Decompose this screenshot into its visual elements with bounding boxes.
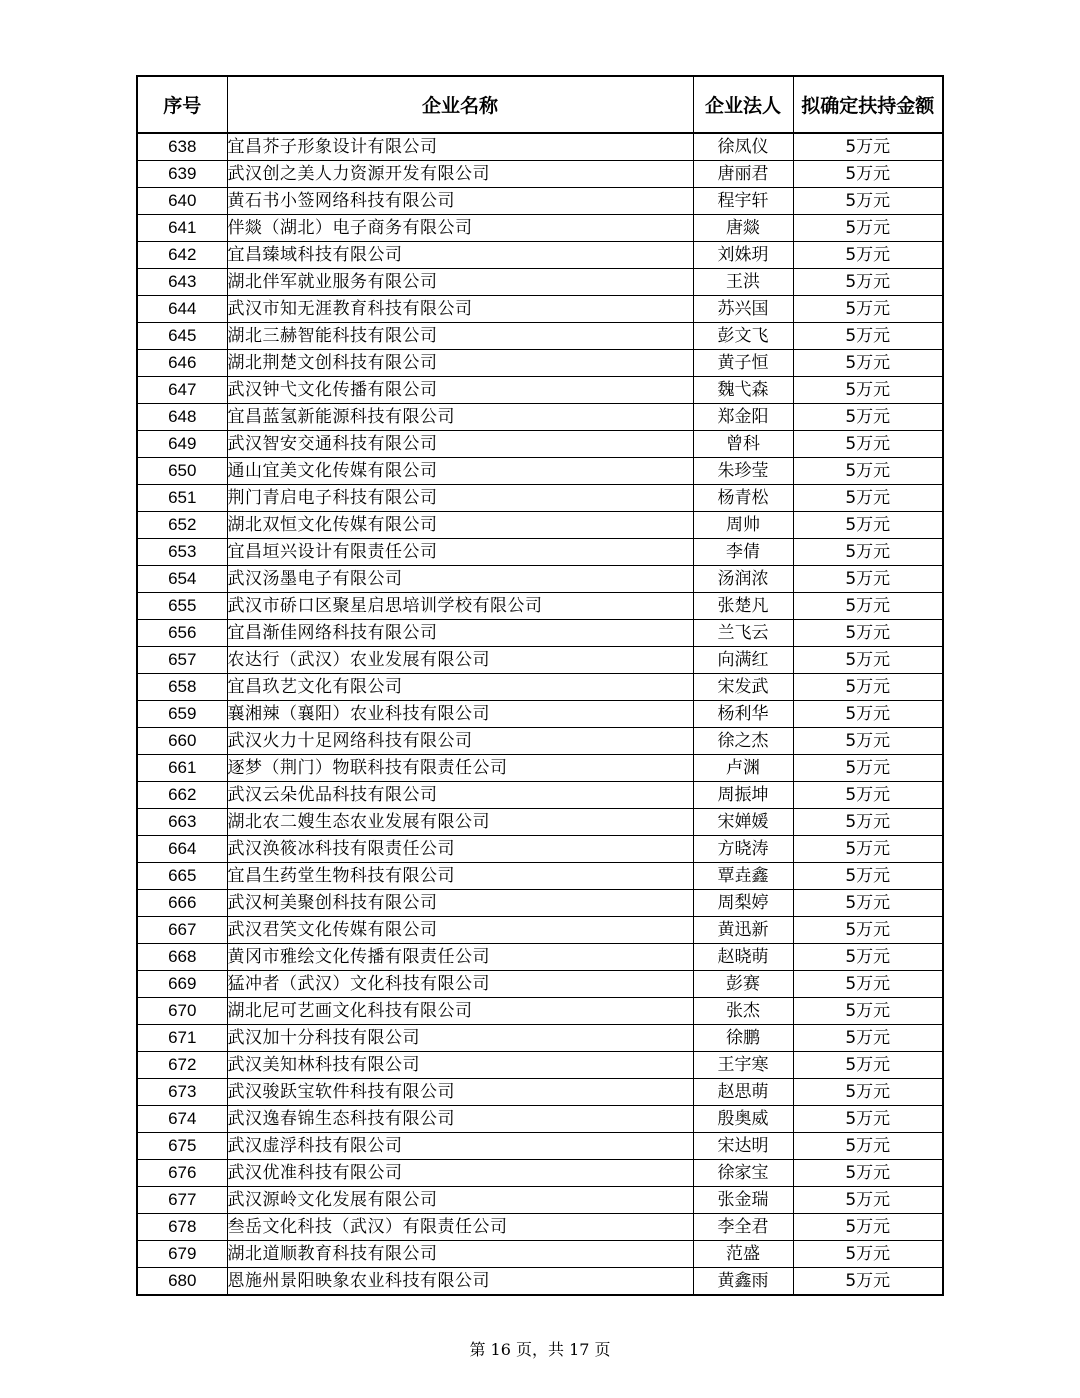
cell-serial-number: 646: [137, 350, 227, 377]
table-row: [137, 1106, 943, 1133]
cell-serial-number: 658: [137, 674, 227, 701]
cell-serial-number: 675: [137, 1133, 227, 1160]
cell-serial-number: 676: [137, 1160, 227, 1187]
cell-support-amount: 5万元: [793, 133, 943, 161]
cell-support-amount: 5万元: [793, 998, 943, 1025]
cell-support-amount: 5万元: [793, 215, 943, 242]
cell-company-name: 武汉市硚口区聚星启思培训学校有限公司: [227, 593, 693, 620]
cell-serial-number: 638: [137, 133, 227, 161]
cell-company-name: 湖北农二嫂生态农业发展有限公司: [227, 809, 693, 836]
cell-legal-representative: 周帅: [693, 512, 793, 539]
cell-company-name: 武汉云朵优品科技有限公司: [227, 782, 693, 809]
cell-serial-number: 656: [137, 620, 227, 647]
cell-serial-number: 679: [137, 1241, 227, 1268]
header-serial-number: 序号: [137, 76, 227, 133]
cell-company-name: 武汉钟弋文化传播有限公司: [227, 377, 693, 404]
cell-support-amount: 5万元: [793, 1241, 943, 1268]
cell-support-amount: 5万元: [793, 296, 943, 323]
cell-legal-representative: 宋达明: [693, 1133, 793, 1160]
cell-legal-representative: 刘姝玥: [693, 242, 793, 269]
cell-serial-number: 680: [137, 1268, 227, 1296]
cell-legal-representative: 黄子恒: [693, 350, 793, 377]
cell-support-amount: 5万元: [793, 809, 943, 836]
cell-legal-representative: 唐燚: [693, 215, 793, 242]
cell-legal-representative: 程宇轩: [693, 188, 793, 215]
cell-legal-representative: 宋发武: [693, 674, 793, 701]
cell-serial-number: 670: [137, 998, 227, 1025]
cell-legal-representative: 卢渊: [693, 755, 793, 782]
cell-serial-number: 645: [137, 323, 227, 350]
cell-legal-representative: 殷奥威: [693, 1106, 793, 1133]
table-row: [137, 1214, 943, 1241]
cell-legal-representative: 徐之杰: [693, 728, 793, 755]
cell-support-amount: 5万元: [793, 458, 943, 485]
cell-legal-representative: 徐家宝: [693, 1160, 793, 1187]
cell-support-amount: 5万元: [793, 377, 943, 404]
cell-support-amount: 5万元: [793, 1160, 943, 1187]
table-row: [137, 431, 943, 458]
cell-company-name: 湖北尼可艺画文化科技有限公司: [227, 998, 693, 1025]
table-row: [137, 512, 943, 539]
table-row: [137, 377, 943, 404]
table-row: [137, 890, 943, 917]
table-row: [137, 809, 943, 836]
cell-company-name: 通山宜美文化传媒有限公司: [227, 458, 693, 485]
cell-legal-representative: 张金瑞: [693, 1187, 793, 1214]
cell-support-amount: 5万元: [793, 242, 943, 269]
cell-support-amount: 5万元: [793, 566, 943, 593]
cell-serial-number: 671: [137, 1025, 227, 1052]
cell-legal-representative: 彭赛: [693, 971, 793, 998]
cell-legal-representative: 宋婵媛: [693, 809, 793, 836]
cell-legal-representative: 徐鹏: [693, 1025, 793, 1052]
table-row: [137, 242, 943, 269]
cell-serial-number: 653: [137, 539, 227, 566]
cell-support-amount: 5万元: [793, 917, 943, 944]
cell-serial-number: 666: [137, 890, 227, 917]
cell-company-name: 宜昌蓝氢新能源科技有限公司: [227, 404, 693, 431]
table-row: [137, 1133, 943, 1160]
table-row: [137, 836, 943, 863]
table-row: [137, 944, 943, 971]
cell-serial-number: 678: [137, 1214, 227, 1241]
table-row: [137, 458, 943, 485]
cell-company-name: 武汉骏跃宝软件科技有限公司: [227, 1079, 693, 1106]
cell-legal-representative: 彭文飞: [693, 323, 793, 350]
cell-support-amount: 5万元: [793, 512, 943, 539]
cell-legal-representative: 徐凤仪: [693, 133, 793, 161]
cell-company-name: 宜昌渐佳网络科技有限公司: [227, 620, 693, 647]
cell-serial-number: 652: [137, 512, 227, 539]
cell-legal-representative: 黄鑫雨: [693, 1268, 793, 1296]
cell-serial-number: 665: [137, 863, 227, 890]
cell-support-amount: 5万元: [793, 755, 943, 782]
table-row: [137, 215, 943, 242]
table-row: [137, 485, 943, 512]
cell-serial-number: 668: [137, 944, 227, 971]
cell-serial-number: 663: [137, 809, 227, 836]
cell-serial-number: 647: [137, 377, 227, 404]
cell-company-name: 武汉市知无涯教育科技有限公司: [227, 296, 693, 323]
cell-company-name: 宜昌垣兴设计有限责任公司: [227, 539, 693, 566]
table-row: [137, 593, 943, 620]
cell-support-amount: 5万元: [793, 944, 943, 971]
table-row: [137, 1187, 943, 1214]
table-row: [137, 971, 943, 998]
cell-support-amount: 5万元: [793, 1025, 943, 1052]
cell-serial-number: 648: [137, 404, 227, 431]
table-row: [137, 998, 943, 1025]
cell-company-name: 恩施州景阳映象农业科技有限公司: [227, 1268, 693, 1296]
table-header-row: [137, 76, 943, 133]
page-number-footer: 第 16 页，共 17 页: [469, 1340, 611, 1359]
cell-legal-representative: 李全君: [693, 1214, 793, 1241]
cell-support-amount: 5万元: [793, 971, 943, 998]
table-row: [137, 1025, 943, 1052]
cell-serial-number: 650: [137, 458, 227, 485]
cell-company-name: 武汉逸春锦生态科技有限公司: [227, 1106, 693, 1133]
cell-legal-representative: 郑金阳: [693, 404, 793, 431]
cell-support-amount: 5万元: [793, 1187, 943, 1214]
cell-support-amount: 5万元: [793, 404, 943, 431]
cell-support-amount: 5万元: [793, 1079, 943, 1106]
cell-company-name: 宜昌玖艺文化有限公司: [227, 674, 693, 701]
cell-legal-representative: 张杰: [693, 998, 793, 1025]
cell-serial-number: 669: [137, 971, 227, 998]
cell-serial-number: 662: [137, 782, 227, 809]
cell-company-name: 湖北荆楚文创科技有限公司: [227, 350, 693, 377]
table-row: [137, 269, 943, 296]
cell-serial-number: 640: [137, 188, 227, 215]
table-row: [137, 728, 943, 755]
company-table: [136, 75, 944, 1296]
cell-serial-number: 677: [137, 1187, 227, 1214]
cell-serial-number: 643: [137, 269, 227, 296]
cell-support-amount: 5万元: [793, 431, 943, 458]
cell-serial-number: 667: [137, 917, 227, 944]
cell-serial-number: 660: [137, 728, 227, 755]
cell-company-name: 荆门青启电子科技有限公司: [227, 485, 693, 512]
cell-legal-representative: 杨利华: [693, 701, 793, 728]
cell-support-amount: 5万元: [793, 593, 943, 620]
cell-legal-representative: 唐丽君: [693, 161, 793, 188]
cell-support-amount: 5万元: [793, 188, 943, 215]
cell-legal-representative: 覃垚鑫: [693, 863, 793, 890]
cell-company-name: 武汉智安交通科技有限公司: [227, 431, 693, 458]
cell-legal-representative: 赵思萌: [693, 1079, 793, 1106]
cell-legal-representative: 张楚凡: [693, 593, 793, 620]
cell-legal-representative: 方晓涛: [693, 836, 793, 863]
cell-legal-representative: 向满红: [693, 647, 793, 674]
table-row: [137, 323, 943, 350]
cell-company-name: 武汉火力十足网络科技有限公司: [227, 728, 693, 755]
cell-legal-representative: 范盛: [693, 1241, 793, 1268]
cell-serial-number: 655: [137, 593, 227, 620]
cell-support-amount: 5万元: [793, 674, 943, 701]
cell-company-name: 黄冈市雅绘文化传播有限责任公司: [227, 944, 693, 971]
cell-serial-number: 649: [137, 431, 227, 458]
cell-legal-representative: 苏兴国: [693, 296, 793, 323]
cell-support-amount: 5万元: [793, 890, 943, 917]
cell-support-amount: 5万元: [793, 782, 943, 809]
cell-serial-number: 673: [137, 1079, 227, 1106]
cell-serial-number: 639: [137, 161, 227, 188]
cell-support-amount: 5万元: [793, 269, 943, 296]
table-row: [137, 863, 943, 890]
cell-company-name: 宜昌芥子形象设计有限公司: [227, 133, 693, 161]
table-row: [137, 620, 943, 647]
table-row: [137, 1160, 943, 1187]
cell-serial-number: 651: [137, 485, 227, 512]
cell-company-name: 襄湘辣（襄阳）农业科技有限公司: [227, 701, 693, 728]
table-row: [137, 133, 943, 161]
cell-serial-number: 642: [137, 242, 227, 269]
cell-serial-number: 654: [137, 566, 227, 593]
company-table-container: [136, 75, 942, 1296]
table-row: [137, 701, 943, 728]
cell-support-amount: 5万元: [793, 863, 943, 890]
cell-serial-number: 664: [137, 836, 227, 863]
cell-serial-number: 672: [137, 1052, 227, 1079]
cell-company-name: 武汉涣筱冰科技有限责任公司: [227, 836, 693, 863]
cell-legal-representative: 黄迅新: [693, 917, 793, 944]
cell-company-name: 逐梦（荆门）物联科技有限责任公司: [227, 755, 693, 782]
cell-support-amount: 5万元: [793, 1268, 943, 1296]
cell-legal-representative: 朱珍莹: [693, 458, 793, 485]
cell-legal-representative: 杨青松: [693, 485, 793, 512]
cell-company-name: 武汉美知林科技有限公司: [227, 1052, 693, 1079]
cell-company-name: 叁岳文化科技（武汉）有限责任公司: [227, 1214, 693, 1241]
table-row: [137, 1079, 943, 1106]
cell-serial-number: 661: [137, 755, 227, 782]
cell-support-amount: 5万元: [793, 620, 943, 647]
cell-company-name: 宜昌生药堂生物科技有限公司: [227, 863, 693, 890]
table-row: [137, 782, 943, 809]
cell-support-amount: 5万元: [793, 836, 943, 863]
table-row: [137, 404, 943, 431]
table-row: [137, 161, 943, 188]
table-row: [137, 755, 943, 782]
cell-support-amount: 5万元: [793, 1052, 943, 1079]
cell-support-amount: 5万元: [793, 647, 943, 674]
cell-legal-representative: 魏弋森: [693, 377, 793, 404]
table-row: [137, 1052, 943, 1079]
cell-support-amount: 5万元: [793, 1106, 943, 1133]
cell-support-amount: 5万元: [793, 350, 943, 377]
cell-support-amount: 5万元: [793, 728, 943, 755]
cell-legal-representative: 曾科: [693, 431, 793, 458]
cell-legal-representative: 赵晓萌: [693, 944, 793, 971]
cell-company-name: 湖北道顺教育科技有限公司: [227, 1241, 693, 1268]
cell-support-amount: 5万元: [793, 701, 943, 728]
header-company-name: 企业名称: [227, 76, 693, 133]
cell-company-name: 湖北伴军就业服务有限公司: [227, 269, 693, 296]
table-row: [137, 917, 943, 944]
cell-company-name: 武汉源岭文化发展有限公司: [227, 1187, 693, 1214]
cell-serial-number: 644: [137, 296, 227, 323]
table-row: [137, 539, 943, 566]
cell-legal-representative: 汤润浓: [693, 566, 793, 593]
cell-company-name: 武汉创之美人力资源开发有限公司: [227, 161, 693, 188]
table-body: [137, 133, 943, 1295]
cell-support-amount: 5万元: [793, 323, 943, 350]
cell-company-name: 湖北双恒文化传媒有限公司: [227, 512, 693, 539]
cell-company-name: 武汉优准科技有限公司: [227, 1160, 693, 1187]
cell-support-amount: 5万元: [793, 485, 943, 512]
cell-company-name: 武汉虚浮科技有限公司: [227, 1133, 693, 1160]
cell-serial-number: 659: [137, 701, 227, 728]
cell-company-name: 农达行（武汉）农业发展有限公司: [227, 647, 693, 674]
cell-company-name: 宜昌臻域科技有限公司: [227, 242, 693, 269]
cell-legal-representative: 李倩: [693, 539, 793, 566]
cell-company-name: 伴燚（湖北）电子商务有限公司: [227, 215, 693, 242]
table-row: [137, 188, 943, 215]
cell-company-name: 武汉加十分科技有限公司: [227, 1025, 693, 1052]
cell-serial-number: 641: [137, 215, 227, 242]
cell-legal-representative: 王洪: [693, 269, 793, 296]
cell-legal-representative: 王宇寒: [693, 1052, 793, 1079]
cell-serial-number: 657: [137, 647, 227, 674]
cell-company-name: 武汉君笑文化传媒有限公司: [227, 917, 693, 944]
cell-support-amount: 5万元: [793, 1133, 943, 1160]
cell-company-name: 黄石书小签网络科技有限公司: [227, 188, 693, 215]
cell-support-amount: 5万元: [793, 161, 943, 188]
table-row: [137, 296, 943, 323]
table-row: [137, 350, 943, 377]
cell-company-name: 武汉柯美聚创科技有限公司: [227, 890, 693, 917]
header-legal-representative: 企业法人: [693, 76, 793, 133]
cell-legal-representative: 周振坤: [693, 782, 793, 809]
cell-company-name: 湖北三赫智能科技有限公司: [227, 323, 693, 350]
header-support-amount: 拟确定扶持金额: [793, 76, 943, 133]
cell-company-name: 武汉汤墨电子有限公司: [227, 566, 693, 593]
cell-legal-representative: 兰飞云: [693, 620, 793, 647]
table-row: [137, 1268, 943, 1296]
cell-support-amount: 5万元: [793, 1214, 943, 1241]
table-row: [137, 674, 943, 701]
table-row: [137, 566, 943, 593]
cell-serial-number: 674: [137, 1106, 227, 1133]
table-row: [137, 647, 943, 674]
cell-legal-representative: 周梨婷: [693, 890, 793, 917]
table-row: [137, 1241, 943, 1268]
cell-company-name: 猛冲者（武汉）文化科技有限公司: [227, 971, 693, 998]
cell-support-amount: 5万元: [793, 539, 943, 566]
